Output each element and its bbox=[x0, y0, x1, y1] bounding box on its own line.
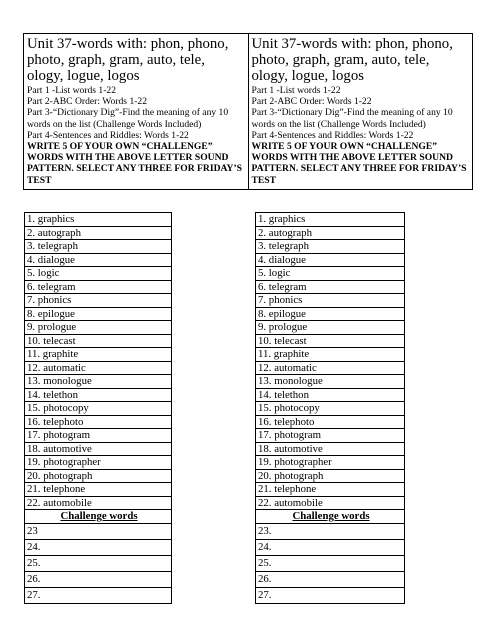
word-cell: 8. epilogue bbox=[25, 307, 172, 321]
list-row bbox=[25, 523, 172, 539]
word-cell: 7. phonics bbox=[25, 294, 172, 308]
list-row bbox=[256, 456, 405, 470]
list-row bbox=[25, 240, 172, 254]
challenge-words-heading: Challenge words bbox=[25, 510, 172, 524]
part-line: Part 1 -List words 1-22 bbox=[251, 85, 341, 96]
list-row bbox=[25, 294, 172, 308]
list-row bbox=[256, 483, 405, 497]
list-row bbox=[25, 253, 172, 267]
list-row bbox=[25, 307, 172, 321]
word-cell: 21. telephone bbox=[25, 483, 172, 497]
list-row bbox=[256, 267, 405, 281]
word-cell: 21. telephone bbox=[256, 483, 405, 497]
instructions-table bbox=[23, 33, 473, 190]
challenge-word-cell: 24. bbox=[256, 539, 405, 555]
list-row bbox=[25, 442, 172, 456]
challenge-word-cell: 27. bbox=[25, 587, 172, 603]
word-cell: 18. automotive bbox=[25, 442, 172, 456]
list-row bbox=[25, 415, 172, 429]
list-row bbox=[25, 280, 172, 294]
list-row bbox=[256, 571, 405, 587]
list-row bbox=[25, 587, 172, 603]
list-row bbox=[25, 555, 172, 571]
list-row bbox=[256, 253, 405, 267]
list-row bbox=[25, 213, 172, 227]
list-row bbox=[256, 321, 405, 335]
word-cell: 13. monologue bbox=[256, 375, 405, 389]
word-cell: 12. automatic bbox=[256, 361, 405, 375]
word-list-right bbox=[255, 212, 405, 604]
part-line: Part 4-Sentences and Riddles: Words 1-22 bbox=[251, 129, 414, 141]
list-row bbox=[256, 442, 405, 456]
list-row bbox=[256, 361, 405, 375]
word-cell: 19. photographer bbox=[256, 456, 405, 470]
list-row bbox=[256, 388, 405, 402]
list-row bbox=[25, 361, 172, 375]
list-row bbox=[25, 429, 172, 443]
list-row bbox=[25, 375, 172, 389]
unit-title: Unit 37-words with: phon, phono, photo, graph, gram, auto, tele, ology, logue, logos bbox=[251, 36, 453, 84]
word-cell: 6. telegram bbox=[256, 280, 405, 294]
list-row bbox=[25, 402, 172, 416]
list-row bbox=[256, 280, 405, 294]
list-row bbox=[25, 334, 172, 348]
word-cell: 2. autograph bbox=[25, 226, 172, 240]
list-row bbox=[256, 469, 405, 483]
list-row bbox=[256, 240, 405, 254]
word-cell: 17. photogram bbox=[256, 429, 405, 443]
instructions-cell-left bbox=[24, 34, 248, 189]
word-cell: 6. telegram bbox=[25, 280, 172, 294]
word-cell: 9. prologue bbox=[25, 321, 172, 335]
word-cell: 19. photographer bbox=[25, 456, 172, 470]
list-row bbox=[256, 587, 405, 603]
list-row bbox=[25, 226, 172, 240]
list-row bbox=[25, 571, 172, 587]
list-row bbox=[256, 213, 405, 227]
word-cell: 11. graphite bbox=[25, 348, 172, 362]
list-row bbox=[25, 456, 172, 470]
word-cell: 20. photograph bbox=[25, 469, 172, 483]
word-cell: 11. graphite bbox=[256, 348, 405, 362]
list-row bbox=[256, 555, 405, 571]
word-cell: 13. monologue bbox=[25, 375, 172, 389]
word-cell: 18. automotive bbox=[256, 442, 405, 456]
list-row bbox=[25, 388, 172, 402]
list-row bbox=[25, 321, 172, 335]
list-row bbox=[256, 226, 405, 240]
list-row bbox=[25, 348, 172, 362]
word-cell: 15. photocopy bbox=[25, 402, 172, 416]
word-cell: 10. telecast bbox=[25, 334, 172, 348]
list-row bbox=[256, 294, 405, 308]
word-cell: 8. epilogue bbox=[256, 307, 405, 321]
part-line: Part 2-ABC Order: Words 1-22 bbox=[251, 96, 372, 108]
word-cell: 15. photocopy bbox=[256, 402, 405, 416]
word-cell: 14. telethon bbox=[25, 388, 172, 402]
word-cell: 10. telecast bbox=[256, 334, 405, 348]
word-cell: 22. automobile bbox=[256, 496, 405, 510]
challenge-word-cell: 24. bbox=[25, 539, 172, 555]
word-cell: 1. graphics bbox=[256, 213, 405, 227]
list-row bbox=[25, 469, 172, 483]
word-cell: 16. telephoto bbox=[256, 415, 405, 429]
word-cell: 22. automobile bbox=[25, 496, 172, 510]
word-cell: 2. autograph bbox=[256, 226, 405, 240]
list-row bbox=[256, 539, 405, 555]
word-cell: 20. photograph bbox=[256, 469, 405, 483]
word-cell: 4. dialogue bbox=[25, 253, 172, 267]
list-row bbox=[256, 334, 405, 348]
list-row bbox=[256, 523, 405, 539]
challenge-word-cell: 25. bbox=[25, 555, 172, 571]
word-cell: 4. dialogue bbox=[256, 253, 405, 267]
word-cell: 12. automatic bbox=[25, 361, 172, 375]
word-cell: 7. phonics bbox=[256, 294, 405, 308]
list-row bbox=[256, 402, 405, 416]
challenge-word-cell: 27. bbox=[256, 587, 405, 603]
challenge-word-cell: 23 bbox=[25, 523, 172, 539]
part-line: Part 3-“Dictionary Dig”-Find the meaning of any 10 words on the list (Challenge Words Included) bbox=[27, 107, 229, 130]
challenge-word-cell: 26. bbox=[256, 571, 405, 587]
word-cell: 9. prologue bbox=[256, 321, 405, 335]
list-row bbox=[256, 307, 405, 321]
instructions-cell-right bbox=[248, 34, 473, 189]
part-line: Part 2-ABC Order: Words 1-22 bbox=[27, 96, 148, 108]
list-row bbox=[25, 483, 172, 497]
challenge-instruction: WRITE 5 OF YOUR OWN “CHALLENGE” WORDS WITH THE ABOVE LETTER SOUND PATTERN. SELECT ANY THREE FOR FRIDAY’S TEST bbox=[27, 141, 243, 186]
challenge-instruction: WRITE 5 OF YOUR OWN “CHALLENGE” WORDS WITH THE ABOVE LETTER SOUND PATTERN. SELECT ANY THREE FOR FRIDAY’S TEST bbox=[251, 141, 467, 186]
challenge-word-cell: 26. bbox=[25, 571, 172, 587]
list-row bbox=[256, 510, 405, 524]
list-row bbox=[256, 375, 405, 389]
challenge-word-cell: 23. bbox=[256, 523, 405, 539]
part-line: Part 4-Sentences and Riddles: Words 1-22 bbox=[27, 129, 189, 141]
word-cell: 1. graphics bbox=[25, 213, 172, 227]
list-row bbox=[256, 496, 405, 510]
word-cell: 3. telegraph bbox=[25, 240, 172, 254]
part-line: Part 3-“Dictionary Dig”-Find the meaning of any 10 words on the list (Challenge Words Included) bbox=[251, 107, 453, 130]
word-cell: 16. telephoto bbox=[25, 415, 172, 429]
part-line: Part 1 -List words 1-22 bbox=[27, 85, 116, 96]
word-cell: 5. logic bbox=[256, 267, 405, 281]
list-row bbox=[25, 510, 172, 524]
word-cell: 3. telegraph bbox=[256, 240, 405, 254]
list-row bbox=[256, 415, 405, 429]
challenge-words-heading: Challenge words bbox=[256, 510, 405, 524]
word-cell: 5. logic bbox=[25, 267, 172, 281]
unit-title: Unit 37-words with: phon, phono, photo, graph, gram, auto, tele, ology, logue, logos bbox=[27, 36, 229, 84]
word-cell: 14. telethon bbox=[256, 388, 405, 402]
list-row bbox=[256, 429, 405, 443]
list-row bbox=[25, 267, 172, 281]
word-list-left bbox=[24, 212, 172, 604]
list-row bbox=[25, 496, 172, 510]
challenge-word-cell: 25. bbox=[256, 555, 405, 571]
word-cell: 17. photogram bbox=[25, 429, 172, 443]
list-row bbox=[25, 539, 172, 555]
list-row bbox=[256, 348, 405, 362]
